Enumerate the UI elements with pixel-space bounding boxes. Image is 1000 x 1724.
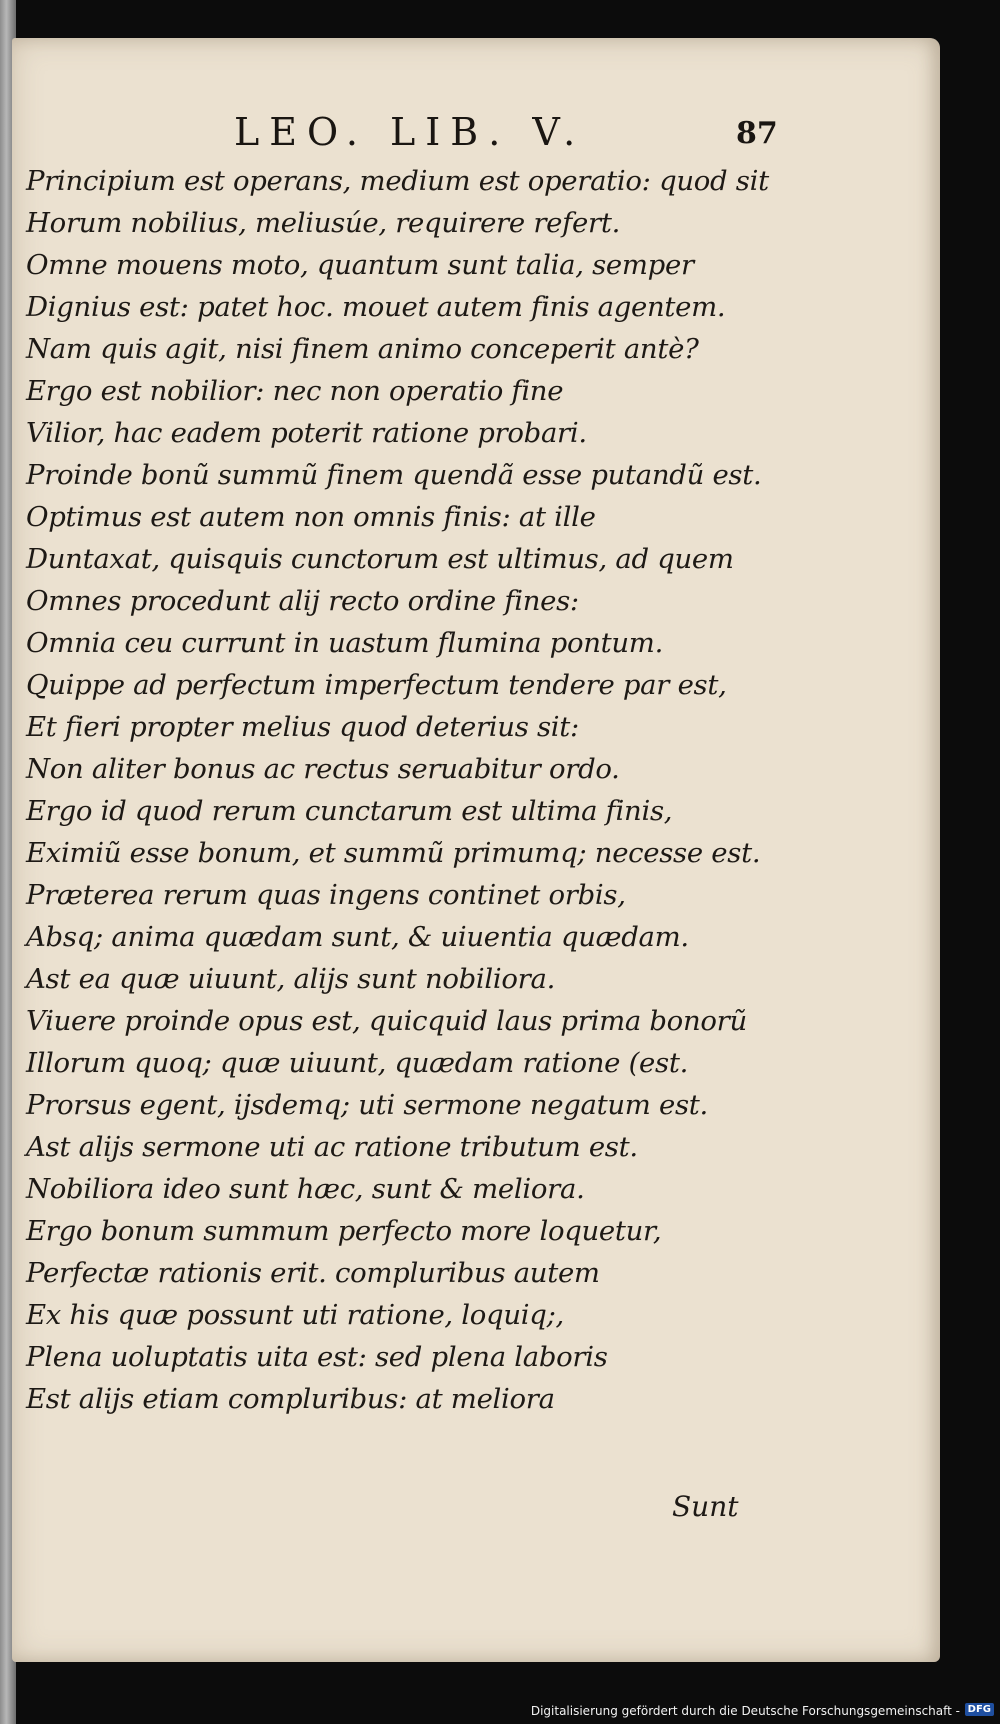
verse-line: Ergo est nobilior: nec non operatio fine bbox=[26, 375, 564, 407]
verse-line: Ast ea quæ uiuunt, alijs sunt nobiliora. bbox=[26, 963, 556, 995]
verse-line: Eximiũ esse bonum, et summũ primumq; necesse est. bbox=[26, 837, 761, 869]
verse-line: Nobiliora ideo sunt hæc, sunt & meliora. bbox=[26, 1173, 585, 1205]
verse-line: Duntaxat, quisquis cunctorum est ultimus, ad quem bbox=[26, 543, 734, 575]
running-head: LEO. LIB. V. bbox=[234, 110, 586, 154]
verse-line: Illorum quoq; quæ uiuunt, quædam ratione (est. bbox=[26, 1047, 689, 1079]
verse-line: Ex his quæ possunt uti ratione, loquiq;, bbox=[26, 1299, 564, 1331]
verse-line: Viuere proinde opus est, quicquid laus prima bonorũ bbox=[26, 1005, 747, 1037]
verse-line: Perfectæ rationis erit. compluribus autem bbox=[26, 1257, 600, 1289]
verse-line: Præterea rerum quas ingens continet orbis, bbox=[26, 879, 626, 911]
verse-line: Absq; anima quædam sunt, & uiuentia quædam. bbox=[26, 921, 689, 953]
verse-line: Omne mouens moto, quantum sunt talia, semper bbox=[26, 249, 694, 281]
verse-text bbox=[26, 160, 926, 1420]
verse-line: Est alijs etiam compluribus: at meliora bbox=[26, 1383, 555, 1415]
verse-line: Principium est operans, medium est operatio: quod sit bbox=[26, 165, 769, 197]
verse-line: Et fieri propter melius quod deterius sit: bbox=[26, 711, 579, 743]
footer-bar bbox=[0, 1700, 1000, 1724]
verse-line: Ast alijs sermone uti ac ratione tributum est. bbox=[26, 1131, 638, 1163]
verse-line: Non aliter bonus ac rectus seruabitur ordo. bbox=[26, 753, 620, 785]
dfg-logo: DFG bbox=[965, 1703, 994, 1716]
verse-line: Omnes procedunt alij recto ordine fines: bbox=[26, 585, 579, 617]
page-number: 87 bbox=[736, 116, 778, 151]
catchword: Sunt bbox=[672, 1490, 739, 1523]
verse-line: Vilior, hac eadem poterit ratione probari. bbox=[26, 417, 587, 449]
verse-line: Ergo bonum summum perfecto more loquetur, bbox=[26, 1215, 662, 1247]
verse-line: Nam quis agit, nisi finem animo conceperit antè? bbox=[26, 333, 699, 365]
verse-line: Optimus est autem non omnis finis: at ille bbox=[26, 501, 596, 533]
verse-line: Ergo id quod rerum cunctarum est ultima finis, bbox=[26, 795, 673, 827]
verse-line: Omnia ceu currunt in uastum flumina pontum. bbox=[26, 627, 664, 659]
verse-line: Dignius est: patet hoc. mouet autem finis agentem. bbox=[26, 291, 726, 323]
verse-line: Proinde bonũ summũ finem quendã esse putandũ est. bbox=[26, 459, 762, 491]
verse-line: Prorsus egent, ijsdemq; uti sermone negatum est. bbox=[26, 1089, 708, 1121]
verse-line: Quippe ad perfectum imperfectum tendere par est, bbox=[26, 669, 727, 701]
verse-line: Plena uoluptatis uita est: sed plena laboris bbox=[26, 1341, 608, 1373]
book-page bbox=[12, 38, 940, 1662]
digitization-credit: Digitalisierung gefördert durch die Deutsche Forschungsgemeinschaft - bbox=[530, 1704, 960, 1718]
verse-line: Horum nobilius, meliusúe, requirere refert. bbox=[26, 207, 621, 239]
